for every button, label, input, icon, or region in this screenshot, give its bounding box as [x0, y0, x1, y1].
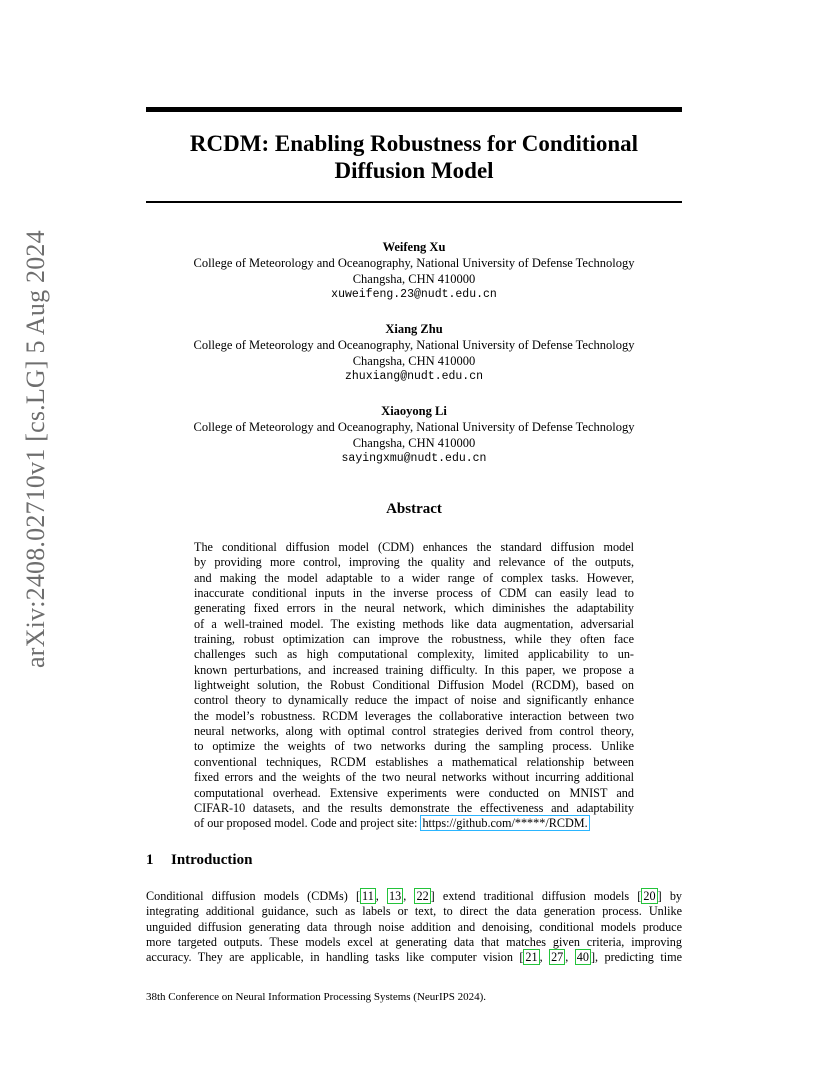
abstract-line: the model’s robustness. RCDM leverages the collaborative interaction between two [194, 708, 634, 723]
abstract-line: The conditional diffusion model (CDM) enhances the standard diffusion model [194, 540, 634, 554]
author-name: Xiaoyong Li [381, 404, 447, 418]
author-location: Changsha, CHN 410000 [352, 272, 476, 286]
author-block-1 [146, 239, 682, 303]
abstract-line: conventional techniques, RCDM establishes a mathematical relationship between [194, 754, 634, 769]
abstract-line: and making the model adaptable to a wider range of complex tasks. However, [194, 570, 634, 585]
abstract-line: lightweight solution, the Robust Conditional Diffusion Model (RCDM), based on [194, 678, 634, 693]
paper-title [146, 130, 682, 184]
project-site-link[interactable]: https://github.com/*****/RCDM. [422, 816, 588, 831]
intro-text: , [539, 950, 550, 965]
author-affiliation: College of Meteorology and Oceanography, National University of Defense Technology [193, 338, 635, 352]
abstract-line-last [194, 816, 634, 831]
citation-link[interactable]: 40 [576, 950, 589, 965]
abstract-line: neural networks, along with optimal control strategies derived from control theory, [194, 724, 634, 739]
title-rule-bottom [146, 201, 682, 203]
author-email[interactable]: sayingxmu@nudt.edu.cn [341, 452, 487, 465]
intro-text: ], predicting time [590, 950, 682, 965]
author-name: Xiang Zhu [385, 322, 443, 336]
section-heading-introduction [146, 852, 252, 869]
author-email[interactable]: zhuxiang@nudt.edu.cn [344, 370, 484, 383]
abstract-line: to optimize the weights of two networks during the sampling process. Unlike [194, 739, 634, 754]
abstract-line: inaccurate conditional inputs in the inverse process of CDM can easily lead to [194, 586, 634, 601]
section-number: 1 [146, 852, 154, 868]
abstract-heading: Abstract [386, 501, 442, 517]
citation-link[interactable]: 22 [416, 889, 429, 903]
citation-link[interactable]: 27 [551, 950, 564, 965]
abstract-line: of a well-trained model. The existing methods like data augmentation, adversarial [194, 616, 634, 631]
abstract-line: training, robust optimization can improve the robustness, while they often face [194, 632, 634, 647]
intro-text: accuracy. They are applicable, in handling tasks like computer vision [ [146, 950, 524, 965]
intro-text: ] extend traditional diffusion models [ [430, 889, 642, 903]
title-line-1: RCDM: Enabling Robustness for Conditional [189, 131, 639, 156]
intro-text: , [403, 889, 415, 903]
citation-link[interactable]: 13 [389, 889, 402, 903]
citation-link[interactable]: 20 [643, 889, 656, 903]
section-title: Introduction [171, 852, 253, 868]
intro-text: ] by [657, 889, 683, 903]
abstract-last-text: of our proposed model. Code and project site: [194, 816, 421, 831]
conference-footer: 38th Conference on Neural Information Processing Systems (NeurIPS 2024). [146, 991, 487, 1003]
citation-link[interactable]: 11 [362, 889, 374, 903]
abstract-line: computational overhead. Extensive experiments were conducted on MNIST and [194, 785, 634, 800]
title-line-2: Diffusion Model [334, 158, 494, 183]
abstract-text [194, 540, 634, 832]
intro-line: integrating additional guidance, such as labels or text, to direct the data generation process. Unlike [146, 904, 682, 919]
author-affiliation: College of Meteorology and Oceanography, National University of Defense Technology [193, 256, 635, 270]
author-location: Changsha, CHN 410000 [352, 354, 476, 368]
abstract-line: challenges such as high computational complexity, limited applicability to un- [194, 647, 634, 662]
abstract-line: by providing more control, improving the quality and relevance of the outputs, [194, 555, 634, 570]
author-name: Weifeng Xu [382, 240, 446, 254]
author-block-2 [146, 321, 682, 385]
intro-line [146, 889, 682, 904]
abstract-line: known perturbations, and increased training difficulty. In this paper, we propose a [194, 662, 634, 677]
abstract-line: control theory to dynamically reduce the impact of noise and significantly enhance [194, 693, 634, 708]
title-rule-top [146, 107, 682, 112]
intro-line: unguided diffusion generating data through noise addition and denoising, conditional models produce [146, 919, 682, 934]
author-email[interactable]: xuweifeng.23@nudt.edu.cn [331, 288, 497, 301]
author-block-3 [146, 403, 682, 467]
arxiv-identifier: arXiv:2408.02710v1 [cs.LG] 5 Aug 2024 [21, 230, 50, 668]
introduction-text [146, 889, 682, 966]
author-affiliation: College of Meteorology and Oceanography, National University of Defense Technology [193, 420, 635, 434]
citation-link[interactable]: 21 [525, 950, 538, 965]
intro-line: more targeted outputs. These models excel at generating data that matches given criteria, improving [146, 935, 682, 950]
intro-line [146, 950, 682, 965]
author-location: Changsha, CHN 410000 [352, 436, 476, 450]
abstract-line: CIFAR-10 datasets, and the results demonstrate the effectiveness and adaptability [194, 800, 634, 815]
intro-text: , [375, 889, 388, 903]
intro-text: Conditional diffusion models (CDMs) [ [146, 889, 361, 903]
abstract-line: generating fixed errors in the neural network, which diminishes the adaptability [194, 601, 634, 616]
abstract-line: fixed errors and the weights of the two neural networks without incurring additional [194, 770, 634, 785]
intro-text: , [565, 950, 575, 965]
